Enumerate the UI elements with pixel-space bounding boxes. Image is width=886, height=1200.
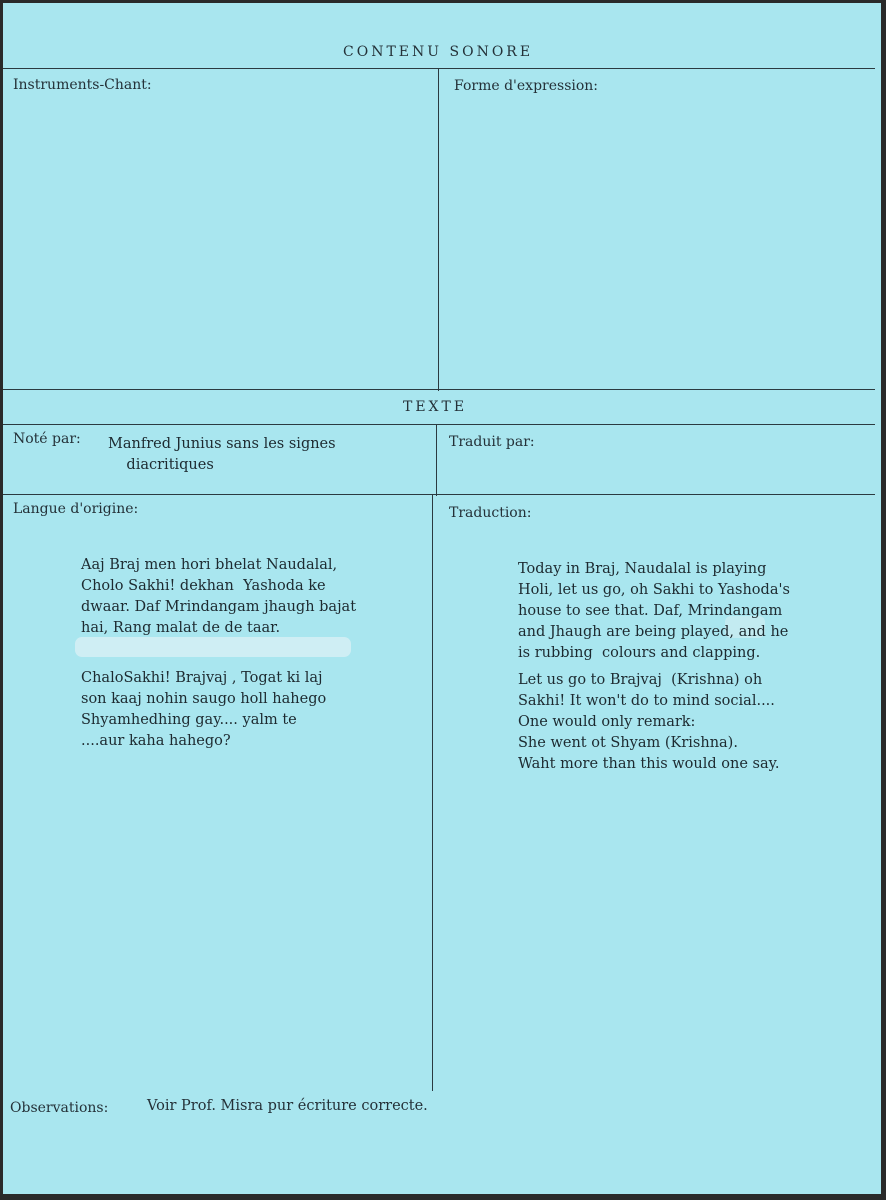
langue-rule	[3, 494, 875, 495]
top-rule	[3, 68, 875, 69]
note-par-label: Noté par:	[13, 431, 81, 447]
texte-under-rule	[3, 424, 875, 425]
forme-expression-label: Forme d'expression:	[454, 78, 599, 94]
original-text-paragraph-2: ChaloSakhi! Brajvaj , Togat ki laj son kaaj nohin saugo holl hahego Shyamhedhing gay.... yalm te ....aur kaha hahego?	[81, 670, 327, 749]
langue-origine-label: Langue d'origine:	[13, 501, 139, 517]
translation-paragraph-2: Let us go to Brajvaj (Krishna) oh Sakhi! It won't do to mind social.... One would only remark: She went ot Shyam (Krishna). Waht more than this would one say.	[518, 672, 780, 772]
instruments-label: Instruments-Chant:	[13, 77, 152, 93]
contenu-sonore-heading: CONTENU SONORE	[343, 44, 534, 60]
texte-heading: TEXTE	[403, 399, 468, 415]
translation-paragraph-1: Today in Braj, Naudalal is playing Holi, let us go, oh Sakhi to Yashoda's house to see that. Daf, Mrindangam and Jhaugh are being played, and he is rubbing colours and clapping.	[518, 561, 790, 661]
note-par-value: Manfred Junius sans les signes diacritiques	[108, 436, 336, 473]
texte-top-rule	[3, 389, 875, 390]
traduction-label: Traduction:	[449, 505, 532, 521]
texte-mid-vertical	[436, 425, 437, 496]
original-text-paragraph-1: Aaj Braj men hori bhelat Naudalal, Cholo Sakhi! dekhan Yashoda ke dwaar. Daf Mrindangam jhaugh bajat hai, Rang malat de de taar.	[81, 557, 357, 636]
traduit-par-label: Traduit par:	[449, 434, 535, 450]
correction-tape	[75, 637, 351, 657]
contenu-divider-vertical	[438, 69, 439, 391]
observations-label: Observations:	[10, 1100, 109, 1116]
observations-value: Voir Prof. Misra pur écriture correcte.	[147, 1098, 428, 1114]
body-vertical-divider	[432, 495, 433, 1091]
index-card	[3, 3, 881, 1194]
